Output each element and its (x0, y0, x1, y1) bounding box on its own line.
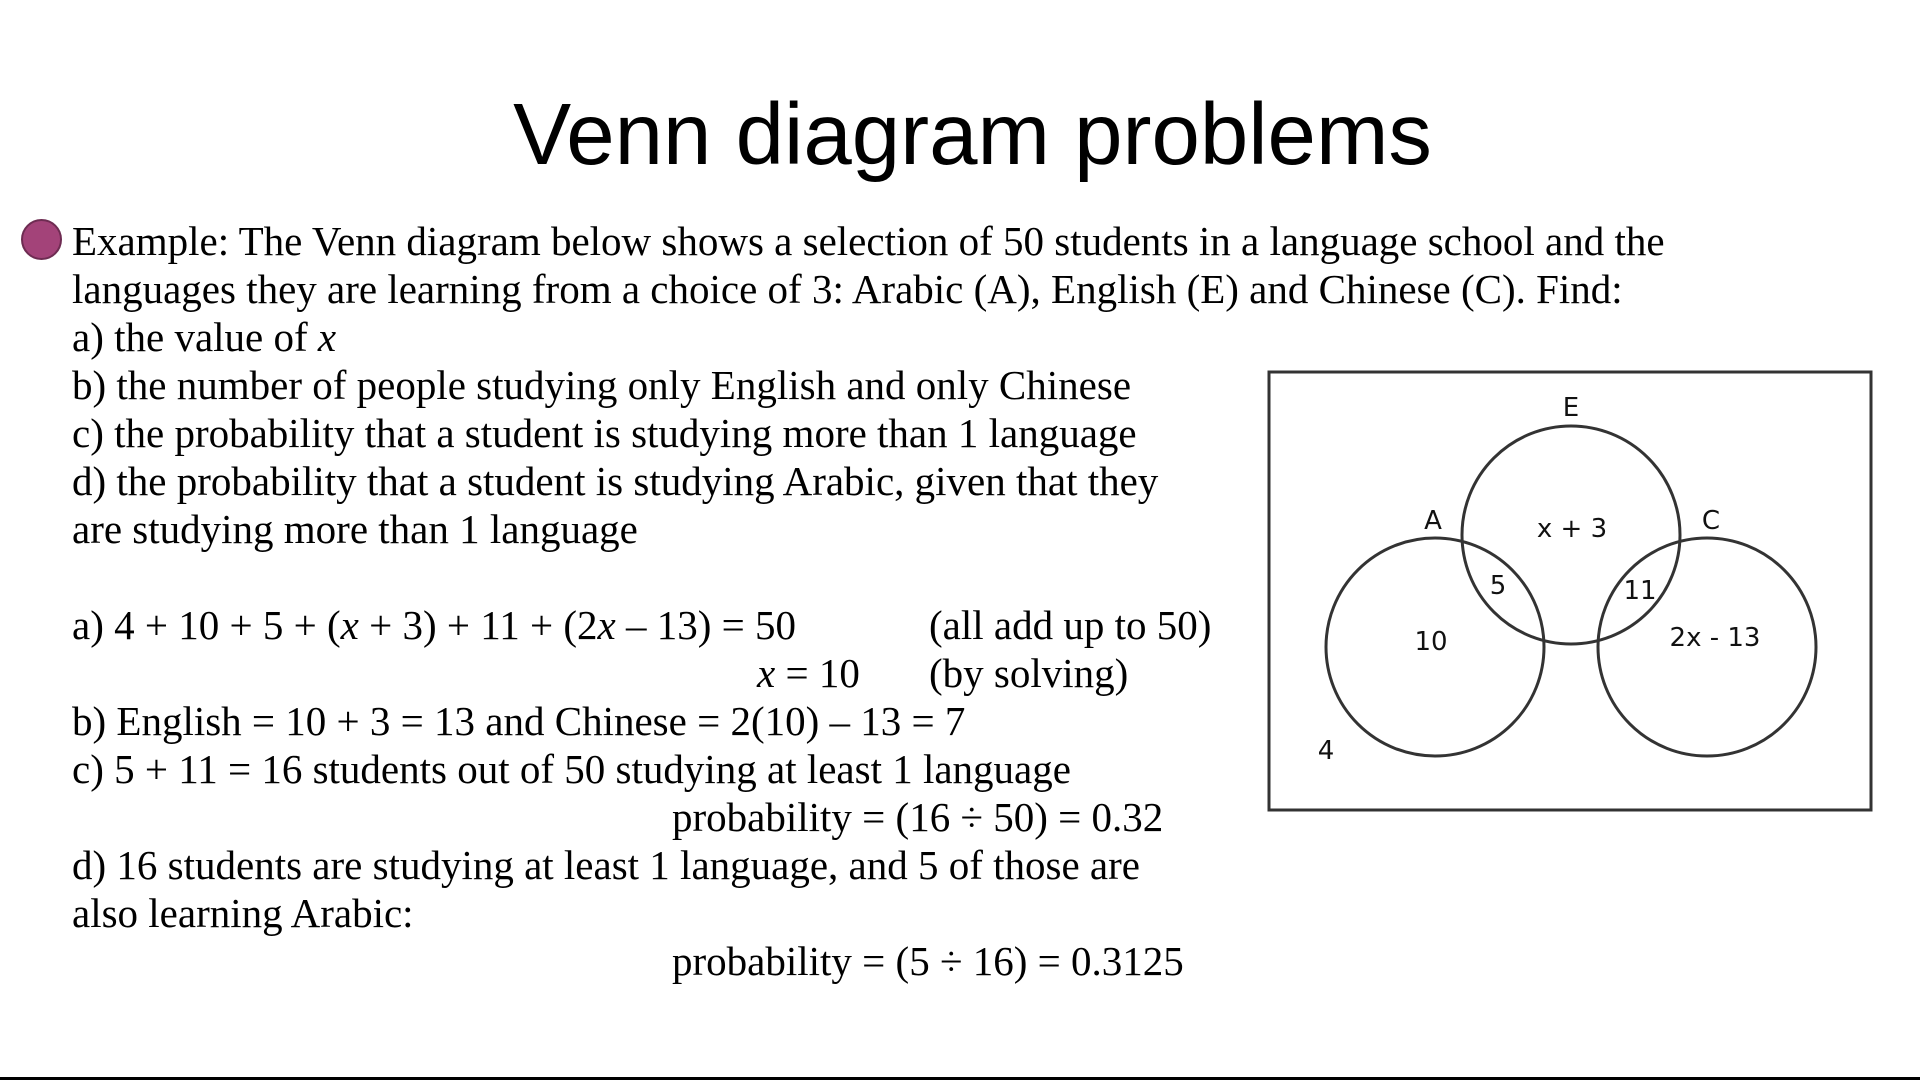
solution-c-line-1: c) 5 + 11 = 16 students out of 50 studying at least 1 language (72, 746, 1071, 792)
venn-region-e-and-c: 11 (1623, 576, 1657, 606)
question-a-text: a) the value of (72, 314, 318, 360)
solution-a-variable-1: x (340, 602, 359, 648)
question-a (72, 313, 336, 361)
solution-a-result-variable: x (757, 650, 776, 696)
question-b: b) the number of people studying only English and only Chinese (72, 362, 1132, 408)
bullet-point-icon (21, 219, 62, 260)
solution-a-variable-2: x (597, 602, 616, 648)
question-c: c) the probability that a student is studying more than 1 language (72, 410, 1137, 456)
solution-d-probability: probability = (5 ÷ 16) = 0.3125 (672, 938, 1184, 984)
solution-a-equation (72, 601, 796, 649)
solution-a-result-note: (by solving) (929, 650, 1129, 696)
venn-diagram-svg (1267, 370, 1874, 812)
solution-a-part-3: – 13) = 50 (615, 602, 796, 648)
solution-c-probability: probability = (16 ÷ 50) = 0.32 (672, 794, 1164, 840)
intro-line-2: languages they are learning from a choice of 3: Arabic (A), English (E) and Chinese (C). Find: (72, 266, 1623, 312)
question-d-line-2: are studying more than 1 language (72, 506, 638, 552)
solution-d-line-2: also learning Arabic: (72, 890, 414, 936)
venn-set-label-e: E (1562, 393, 1580, 423)
venn-region-a-and-e: 5 (1489, 571, 1507, 601)
question-a-variable: x (317, 314, 337, 360)
intro-line-1: Example: The Venn diagram below shows a selection of 50 students in a language school and the (72, 218, 1665, 264)
venn-set-label-a: A (1424, 506, 1442, 536)
venn-region-a-only: 10 (1414, 627, 1448, 657)
venn-region-c-only: 2x - 13 (1669, 623, 1761, 653)
solution-b: b) English = 10 + 3 = 13 and Chinese = 2(10) – 13 = 7 (72, 698, 966, 744)
venn-region-outside: 4 (1317, 736, 1335, 766)
solution-d-line-1: d) 16 students are studying at least 1 language, and 5 of those are (72, 842, 1140, 888)
solution-a-note: (all add up to 50) (929, 602, 1212, 648)
venn-diagram (1267, 370, 1874, 812)
venn-region-e-only: x + 3 (1536, 514, 1608, 544)
solution-a-part-1: a) 4 + 10 + 5 + ( (72, 602, 341, 648)
solution-a-part-2: + 3) + 11 + (2 (358, 602, 598, 648)
question-d-line-1: d) the probability that a student is studying Arabic, given that they (72, 458, 1159, 504)
solution-a-result (757, 649, 860, 697)
slide-title: Venn diagram problems (513, 86, 1432, 183)
venn-set-label-c: C (1701, 506, 1721, 536)
solution-a-result-value: = 10 (775, 650, 860, 696)
venn-universal-set-box (1269, 372, 1871, 810)
